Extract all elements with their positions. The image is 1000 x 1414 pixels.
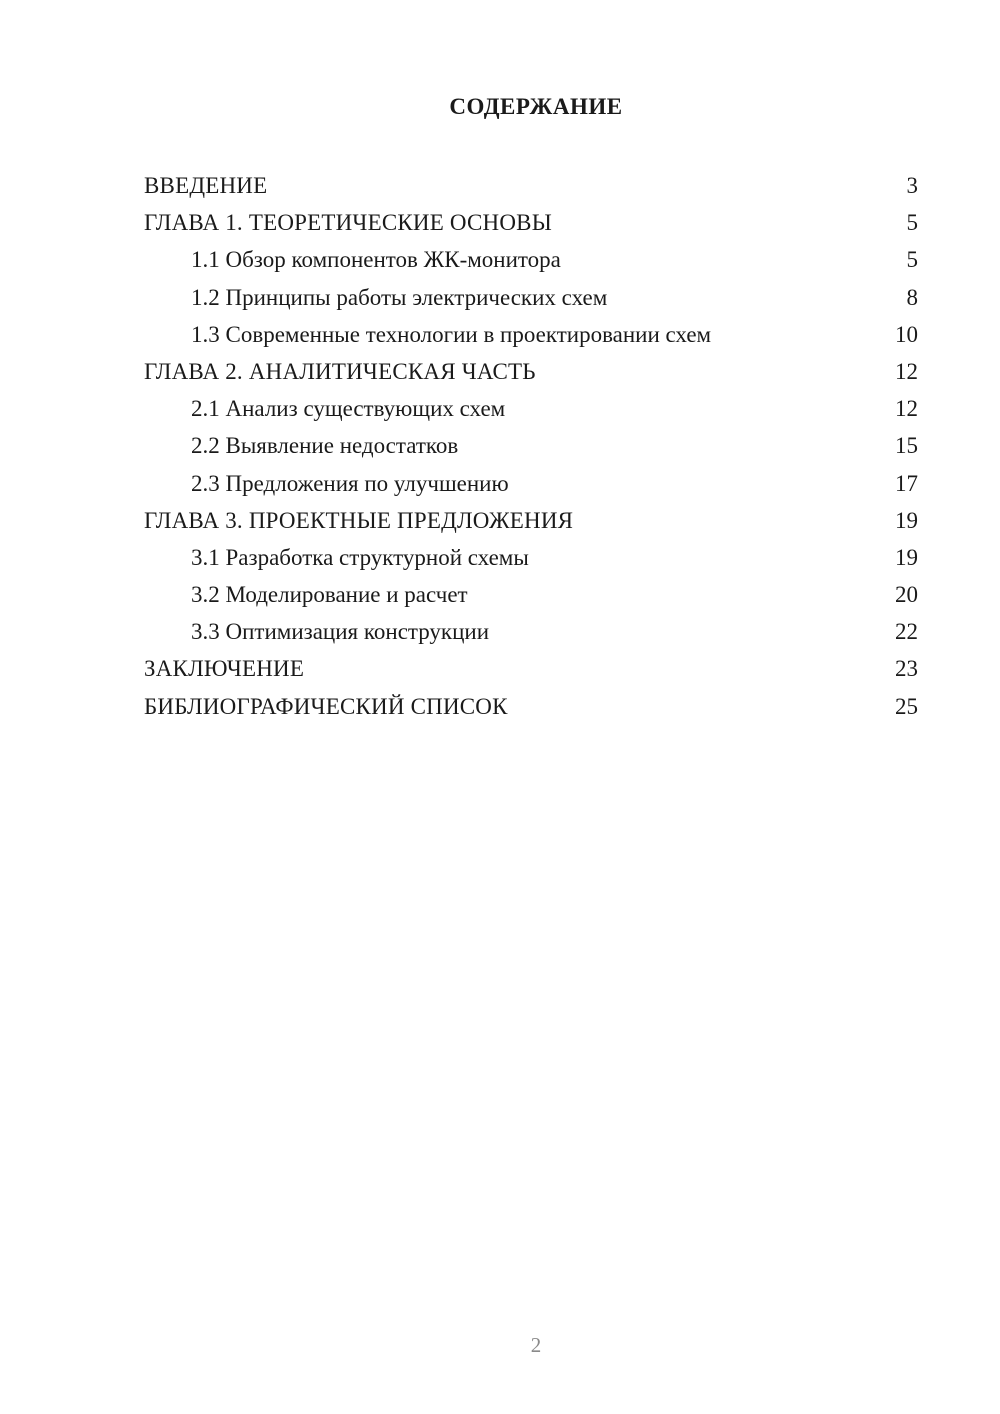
toc-entry-label: 2.2 Выявление недостатков <box>191 433 459 459</box>
table-of-contents <box>144 167 918 725</box>
toc-entry-page: 23 <box>895 656 918 682</box>
toc-entry-introduction[interactable] <box>144 167 918 204</box>
toc-entry-label: БИБЛИОГРАФИЧЕСКИЙ СПИСОК <box>144 693 508 719</box>
toc-entry-section-3-1[interactable] <box>144 539 918 576</box>
toc-entry-label: 2.3 Предложения по улучшению <box>191 470 509 496</box>
toc-entry-label: 3.2 Моделирование и расчет <box>191 582 468 608</box>
toc-entry-section-2-2[interactable] <box>144 427 918 464</box>
toc-entry-conclusion[interactable] <box>144 650 918 687</box>
toc-entry-label: 2.1 Анализ существующих схем <box>191 396 506 422</box>
toc-entry-section-1-1[interactable] <box>144 241 918 278</box>
toc-title: СОДЕРЖАНИЕ <box>449 94 623 119</box>
toc-entry-label: 1.3 Современные технологии в проектировании схем <box>191 321 712 347</box>
toc-entry-section-2-3[interactable] <box>144 465 918 502</box>
toc-entry-label: 1.2 Принципы работы электрических схем <box>191 284 608 310</box>
toc-entry-page: 5 <box>906 247 918 273</box>
toc-entry-section-3-3[interactable] <box>144 613 918 650</box>
toc-entry-page: 19 <box>895 507 918 533</box>
toc-entry-page: 12 <box>895 396 918 422</box>
toc-entry-label: ГЛАВА 2. АНАЛИТИЧЕСКАЯ ЧАСТЬ <box>144 358 536 384</box>
toc-entry-label: ЗАКЛЮЧЕНИЕ <box>144 656 305 682</box>
toc-entry-label: 3.3 Оптимизация конструкции <box>191 619 490 645</box>
toc-entry-bibliography[interactable] <box>144 688 918 725</box>
toc-entry-label: ГЛАВА 3. ПРОЕКТНЫЕ ПРЕДЛОЖЕНИЯ <box>144 507 574 533</box>
toc-entry-page: 8 <box>906 284 918 310</box>
toc-entry-page: 12 <box>895 358 918 384</box>
toc-entry-label: 1.1 Обзор компонентов ЖК-монитора <box>191 247 561 273</box>
toc-entry-page: 3 <box>906 173 918 198</box>
toc-entry-label: 3.1 Разработка структурной схемы <box>191 544 529 570</box>
toc-entry-page: 25 <box>895 693 918 719</box>
toc-entry-page: 19 <box>895 544 918 570</box>
toc-entry-section-1-3[interactable] <box>144 316 918 353</box>
toc-entry-label: ГЛАВА 1. ТЕОРЕТИЧЕСКИЕ ОСНОВЫ <box>144 210 552 236</box>
toc-entry-chapter-3[interactable] <box>144 502 918 539</box>
toc-entry-label: ВВЕДЕНИЕ <box>144 173 268 198</box>
toc-entry-chapter-1[interactable] <box>144 204 918 241</box>
toc-entry-page: 20 <box>895 582 918 608</box>
toc-entry-section-3-2[interactable] <box>144 576 918 613</box>
toc-entry-section-2-1[interactable] <box>144 390 918 427</box>
page-number: 2 <box>530 1333 542 1357</box>
toc-entry-page: 10 <box>895 321 918 347</box>
toc-entry-chapter-2[interactable] <box>144 353 918 390</box>
toc-entry-page: 15 <box>895 433 918 459</box>
toc-entry-section-1-2[interactable] <box>144 279 918 316</box>
toc-entry-page: 5 <box>906 210 918 236</box>
toc-entry-page: 17 <box>895 470 918 496</box>
toc-entry-page: 22 <box>895 619 918 645</box>
